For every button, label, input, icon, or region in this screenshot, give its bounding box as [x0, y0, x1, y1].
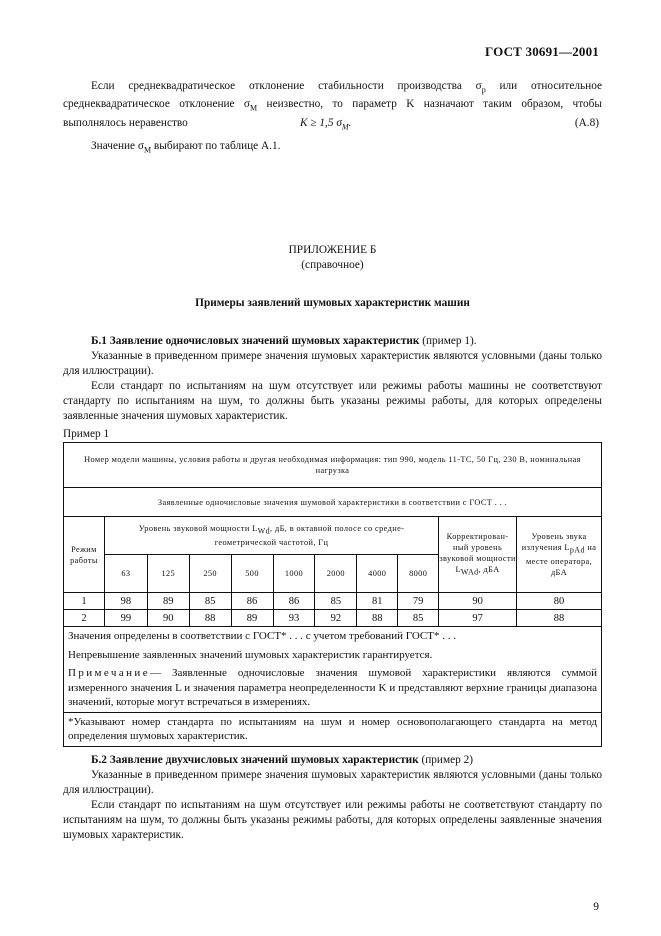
section-b1-paragraph-2: Если стандарт по испытаниям на шум отсутствует или режимы работы машины не соответствуют стандарту по испытаниям на шум, то должны быть указаны режимы работы, для которых определены заявленные значения шумовых характеристик. [63, 380, 602, 423]
frequency-header: 8000 [398, 555, 439, 593]
octave-value-cell: 93 [273, 610, 315, 627]
octave-value-cell: 89 [231, 610, 273, 627]
octave-value-cell: 99 [104, 610, 147, 627]
appendix-heading: Примеры заявлений шумовых характеристик машин [195, 297, 470, 309]
octave-value-cell: 81 [357, 593, 398, 610]
note-standard: Значения определены в соответствии с ГОСТ* . . . с учетом требований ГОСТ* . . . [68, 630, 456, 642]
octave-value-cell: 89 [147, 593, 189, 610]
appendix-subtitle: (справочное) [301, 259, 364, 271]
octave-value-cell: 85 [398, 610, 439, 627]
frequency-header: 4000 [357, 555, 398, 593]
frequency-header: 63 [104, 555, 147, 593]
table-row [64, 610, 602, 627]
mode-header: Режим работы [64, 517, 105, 593]
corrected-value-cell: 97 [439, 610, 517, 627]
octave-value-cell: 79 [398, 593, 439, 610]
example-label: Пример 1 [63, 428, 110, 440]
emission-level-header: Уровень звука излучения LpAd на месте оператора, дБA [517, 517, 602, 593]
mode-cell: 2 [64, 610, 105, 627]
sigma-paragraph: Значение $\sigma_M$ выбирают по таблице A.1. [91, 140, 281, 155]
octave-value-cell: 98 [104, 593, 147, 610]
octave-value-cell: 86 [231, 593, 273, 610]
mode-cell: 1 [64, 593, 105, 610]
power-level-header: Уровень звуковой мощности LWd, дБ, в октавной полосе со средне-геометрической частотой, Гц [104, 517, 438, 555]
frequency-header: 1000 [273, 555, 315, 593]
note-remark: Примечание— Заявленные одночисловые значения шумовой характеристики являются суммой измеренного значения L и значения параметра неопределенности K и представляют верхние границы диапазона значений, которые могут встречаться в измерениях. [68, 667, 597, 708]
octave-value-cell: 90 [147, 610, 189, 627]
corrected-level-header: Корректирован-ный уровень звуковой мощности LWAd, дБA [439, 517, 517, 593]
frequency-header: 2000 [315, 555, 357, 593]
octave-value-cell: 88 [357, 610, 398, 627]
section-b1-paragraph-1: Указанные в приведенном примере значения шумовых характеристик являются условными (даны только для иллюстрации). [63, 350, 602, 378]
note-guarantee: Непревышение заявленных значений шумовых характеристик гарантируется. [68, 648, 433, 661]
formula: K ≥ 1,5 $\sigma_M$. [300, 117, 352, 132]
notes-cell [64, 627, 602, 713]
formula-number: (A.8) [574, 117, 599, 129]
emission-value-cell: 88 [517, 610, 602, 627]
octave-value-cell: 88 [189, 610, 231, 627]
appendix-title: ПРИЛОЖЕНИЕ Б [288, 244, 377, 256]
page-number: 9 [593, 901, 599, 913]
intro-paragraph: Если среднеквадратическое отклонение стабильности производства $\sigma_р$ или относительное среднеквадратическое отклонение $\sigma_М$ неизвестно, то параметр K назначают таким образом, чтобы выполнялось неравенство [63, 80, 602, 129]
corrected-value-cell: 90 [439, 593, 517, 610]
octave-value-cell: 86 [273, 593, 315, 610]
machine-info-cell: Номер модели машины, условия работы и другая необходимая информация: тип 990, модель 11-ТС, 50 Гц, 230 В, номинальная нагрузка [64, 443, 602, 488]
section-b2-heading: Б.2 Заявление двухчисловых значений шумовых характеристик (пример 2) [91, 754, 474, 766]
section-b2-paragraph-1: Указанные в приведенном примере значения шумовых характеристик являются условными (даны только для иллюстрации). [63, 769, 602, 797]
section-b2-paragraph-2: Если стандарт по испытаниям на шум отсутствует или режимы работы не соответствуют стандарту по испытаниям на шум, то должны быть указаны режимы работы, для которых определены заявленные значения шумовых характеристик. [63, 799, 602, 842]
frequency-header: 250 [189, 555, 231, 593]
frequency-header: 125 [147, 555, 189, 593]
table-row [64, 593, 602, 610]
standard-header: ГОСТ 30691—2001 [484, 44, 599, 59]
frequency-header: 500 [231, 555, 273, 593]
footnote-cell: *Указывают номер стандарта по испытаниям на шум и номер основополагающего стандарта на метод определения шумовых характеристик. [64, 712, 602, 746]
emission-value-cell: 80 [517, 593, 602, 610]
declared-values-cell: Заявленные одночисловые значения шумовой характеристики в соответствии с ГОСТ . . . [64, 488, 602, 517]
section-b1-heading: Б.1 Заявление одночисловых значений шумовых характеристик (пример 1). [91, 335, 477, 347]
octave-value-cell: 92 [315, 610, 357, 627]
octave-value-cell: 85 [315, 593, 357, 610]
octave-value-cell: 85 [189, 593, 231, 610]
noise-table [63, 442, 602, 747]
